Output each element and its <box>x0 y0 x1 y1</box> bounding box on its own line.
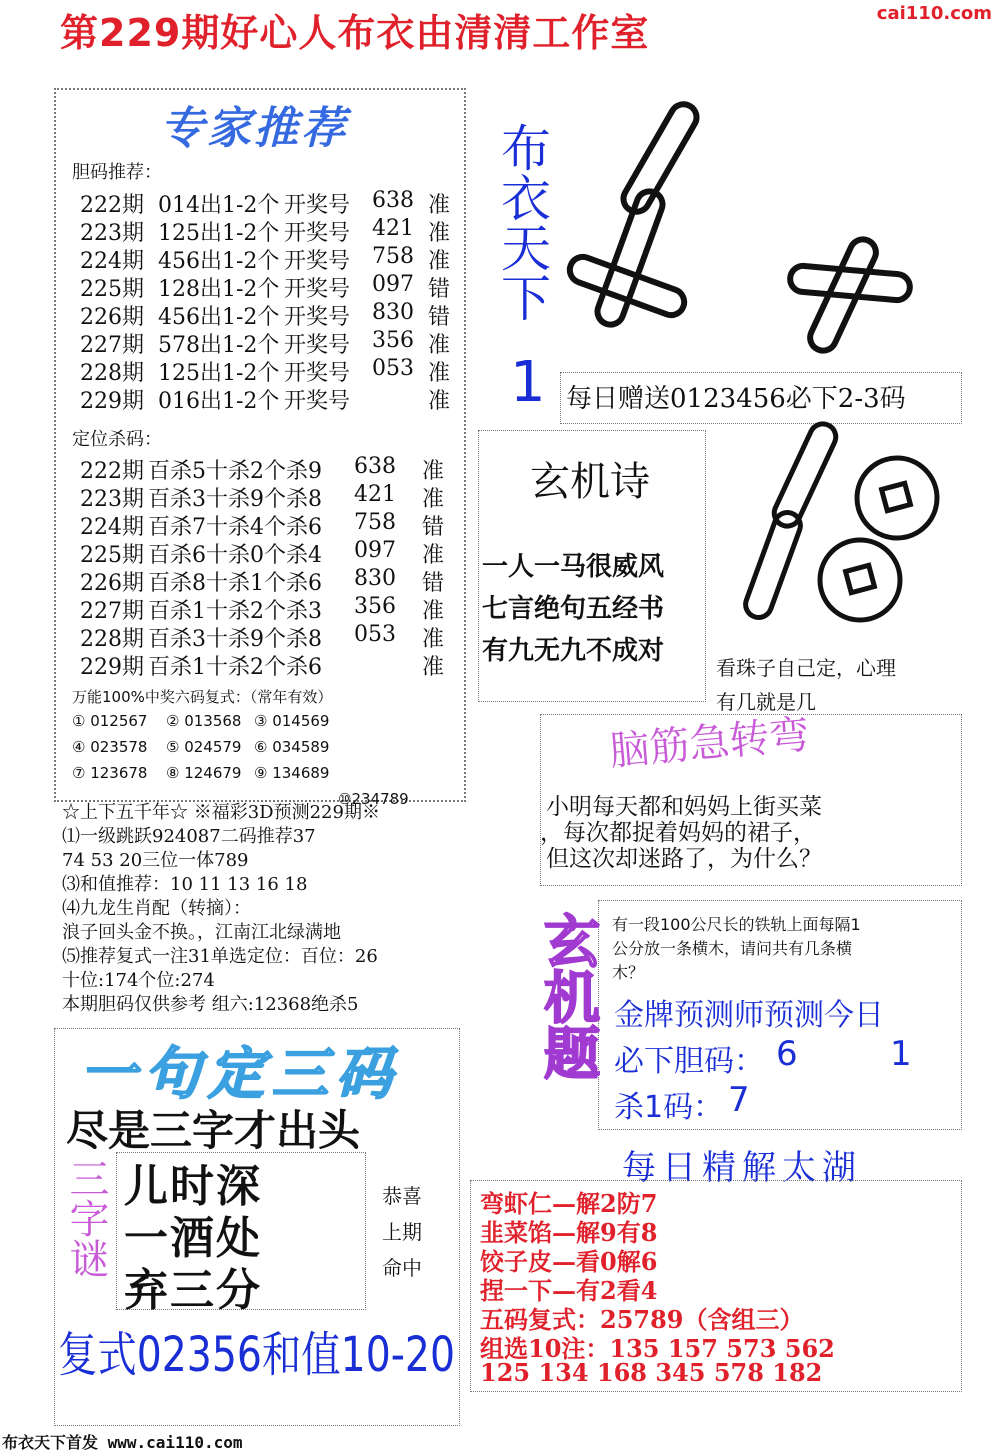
kill-draw-number: 758 <box>354 510 396 535</box>
kill-pick: 百杀7十杀4个杀6 <box>148 515 322 540</box>
riddle-word: 儿时深 <box>124 1161 262 1212</box>
dan-draw-label: 开奖号 <box>284 249 351 274</box>
dan-draw-number: 356 <box>372 328 414 353</box>
dan-draw-label: 开奖号 <box>284 221 351 246</box>
combo-item: ② 013568 <box>166 712 242 730</box>
poem-title: 玄机诗 <box>530 459 650 505</box>
history-line: 74 53 20三位一体789 <box>62 850 249 871</box>
kill-period: 228期 <box>80 627 144 652</box>
combo-item: ④ 023578 <box>72 738 148 756</box>
kill-result: 准 <box>422 599 445 624</box>
dan-pick: 578出1-2个 <box>158 333 280 358</box>
taihu-line: 捏一下—有2看4 <box>480 1276 658 1305</box>
question-line: 木？ <box>612 963 645 982</box>
history-line: ⑶和值推荐：10 11 13 16 18 <box>62 874 308 895</box>
dan-label-xuanji: 必下胆码： <box>614 1044 764 1079</box>
combo-item: ⑦ 123678 <box>72 764 148 782</box>
kill-result: 准 <box>422 655 445 680</box>
tally-drawing-2 <box>770 175 950 375</box>
combo-item: ⑥ 034589 <box>254 738 330 756</box>
dan-draw-number: 758 <box>372 244 414 269</box>
dan-pick: 456出1-2个 <box>158 305 280 330</box>
dan-pick: 128出1-2个 <box>158 277 280 302</box>
riddle-line: 但这次却迷路了，为什么？ <box>546 846 822 872</box>
poem-line: 有九无九不成对 <box>482 636 665 666</box>
riddle-title: 脑筋急转弯 <box>607 711 812 776</box>
kill-draw-number: 356 <box>354 594 396 619</box>
dan-pick: 125出1-2个 <box>158 221 280 246</box>
sentence-line: 尽是三字才出头 <box>66 1106 361 1155</box>
combo-label: 万能100%中奖六码复式：（常年有效） <box>72 688 333 706</box>
kill-pick: 百杀3十杀9个杀8 <box>148 627 322 652</box>
dan-draw-number: 638 <box>372 188 414 213</box>
dan-result: 准 <box>428 249 451 274</box>
kill-period: 229期 <box>80 655 144 680</box>
taihu-line: 组选10注：135 157 573 562 <box>480 1334 835 1363</box>
dan-value-b: 1 <box>890 1034 912 1074</box>
riddle-word: 一酒处 <box>124 1213 262 1264</box>
combo-item: ⑩234789 <box>338 790 409 808</box>
combo-item: ⑧ 124679 <box>166 764 242 782</box>
dan-label: 胆码推荐： <box>72 162 162 183</box>
history-line: ⑸推荐复式一注31单选定位：百位：26 <box>62 946 378 967</box>
kill-period: 224期 <box>80 515 144 540</box>
dan-pick: 016出1-2个 <box>158 389 280 414</box>
kill-result: 错 <box>422 571 445 596</box>
dan-draw-label: 开奖号 <box>284 361 351 386</box>
dan-draw-label: 开奖号 <box>284 305 351 330</box>
coins-drawing <box>712 420 952 640</box>
taihu-line: 饺子皮—看0解6 <box>480 1247 658 1276</box>
dan-draw-label: 开奖号 <box>284 389 351 414</box>
buyi-vertical: 布衣天下 <box>493 122 551 322</box>
dan-period: 225期 <box>80 277 144 302</box>
kill-pick: 百杀6十杀0个杀4 <box>148 543 322 568</box>
tally-stroke <box>789 265 911 301</box>
bead-note-1: 看珠子自己定，心理 <box>716 656 896 680</box>
combo-item: ⑨ 134689 <box>254 764 330 782</box>
coin <box>857 458 937 538</box>
kill-draw-number: 053 <box>354 622 396 647</box>
dan-period: 228期 <box>80 361 144 386</box>
history-line: 本期胆码仅供参考 组六:12368绝杀5 <box>62 994 359 1015</box>
kill-pick: 百杀8十杀1个杀6 <box>148 571 322 596</box>
dan-result: 准 <box>428 221 451 246</box>
gold-line: 金牌预测师预测今日 <box>614 998 884 1033</box>
dan-draw-number: 421 <box>372 216 414 241</box>
kill-label-xuanji: 杀1码： <box>614 1090 724 1125</box>
question-line: 有一段100公尺长的铁轨上面每隔1 <box>612 915 861 934</box>
dan-value-a: 6 <box>776 1034 798 1074</box>
kill-period: 225期 <box>80 543 144 568</box>
page-title: 第229期好心人布衣由清清工作室 <box>60 11 650 55</box>
kill-period: 222期 <box>80 459 144 484</box>
taihu-line: 弯虾仁—解2防7 <box>480 1189 658 1218</box>
footer-text: 布衣天下首发 www.cai110.com <box>2 1433 243 1452</box>
sentence-heading: 一句定三码 <box>80 1042 400 1107</box>
kill-period: 223期 <box>80 487 144 512</box>
poem-line: 一人一马很威风 <box>482 552 665 582</box>
congrats-line: 上期 <box>382 1220 422 1244</box>
taihu-line: 五码复式：25789（含组三） <box>480 1305 804 1334</box>
kill-result: 准 <box>422 627 445 652</box>
history-line: ⑴一级跳跃924087二码推荐37 <box>62 826 316 847</box>
history-line: ⑷九龙生肖配（转摘）： <box>62 898 251 919</box>
dan-draw-number: 097 <box>372 272 414 297</box>
coin-hole <box>882 483 911 510</box>
dan-draw-label: 开奖号 <box>284 277 351 302</box>
dan-result: 准 <box>428 333 451 358</box>
dan-period: 223期 <box>80 221 144 246</box>
kill-pick: 百杀1十杀2个杀3 <box>148 599 322 624</box>
riddle-line: 小明每天都和妈妈上街买菜 <box>546 794 822 820</box>
taihu-heading: 每日精解太湖 <box>622 1148 862 1188</box>
dan-pick: 125出1-2个 <box>158 361 280 386</box>
dan-period: 226期 <box>80 305 144 330</box>
congrats-line: 命中 <box>382 1256 422 1280</box>
taihu-line: 125 134 168 345 578 182 <box>480 1358 823 1387</box>
kill-period: 227期 <box>80 599 144 624</box>
dan-period: 229期 <box>80 389 144 414</box>
kill-pick: 百杀5十杀2个杀9 <box>148 459 322 484</box>
bead-note-2: 有几就是几 <box>716 690 816 714</box>
dan-period: 224期 <box>80 249 144 274</box>
combo-item: ① 012567 <box>72 712 148 730</box>
dan-draw-label: 开奖号 <box>284 193 351 218</box>
dan-draw-number: 053 <box>372 356 414 381</box>
kill-result: 准 <box>422 487 445 512</box>
fushi: 复式02356和值10-20 <box>58 1327 456 1383</box>
dan-draw-label: 开奖号 <box>284 333 351 358</box>
congrats-line: 恭喜 <box>382 1184 422 1208</box>
combo-item: ③ 014569 <box>254 712 330 730</box>
riddle-line: ，每次都捉着妈妈的裙子， <box>540 820 816 846</box>
buyi-number: 1 <box>510 350 546 415</box>
kill-pick: 百杀1十杀2个杀6 <box>148 655 322 680</box>
kill-result: 错 <box>422 515 445 540</box>
expert-heading: 专家推荐 <box>160 103 348 154</box>
coin <box>820 540 900 620</box>
combo-item: ⑤ 024579 <box>166 738 242 756</box>
riddle-word: 弃三分 <box>124 1265 262 1316</box>
daily-gift: 每日赠送0123456必下2-3码 <box>566 384 906 414</box>
kill-draw-number: 097 <box>354 538 396 563</box>
coin-hole <box>846 565 875 592</box>
kill-period: 226期 <box>80 571 144 596</box>
kill-result: 准 <box>422 543 445 568</box>
question-line: 公分放一条横木，请问共有几条横 <box>612 939 853 958</box>
poem-line: 七言绝句五经书 <box>482 594 665 624</box>
kill-draw-number: 638 <box>354 454 396 479</box>
three-riddle-label: 三字谜 <box>63 1158 109 1278</box>
history-line: ☆上下五千年☆ ※福彩3D预测229期※ <box>62 802 380 823</box>
xuanji-vertical: 玄机题 <box>535 912 600 1080</box>
taihu-line: 韭菜馅—解9有8 <box>480 1218 658 1247</box>
kill-value: 7 <box>728 1080 750 1120</box>
dan-pick: 456出1-2个 <box>158 249 280 274</box>
kill-pick: 百杀3十杀9个杀8 <box>148 487 322 512</box>
kill-draw-number: 421 <box>354 482 396 507</box>
dan-draw-number: 830 <box>372 300 414 325</box>
kill-draw-number: 830 <box>354 566 396 591</box>
dan-result: 错 <box>428 277 451 302</box>
tally-drawing <box>562 88 742 378</box>
dan-period: 227期 <box>80 333 144 358</box>
kill-label: 定位杀码： <box>72 429 162 450</box>
site-link[interactable]: cai110.com <box>876 3 992 24</box>
dan-pick: 014出1-2个 <box>158 193 280 218</box>
history-line: 十位:174个位:274 <box>62 970 215 991</box>
kill-result: 准 <box>422 459 445 484</box>
dan-result: 准 <box>428 389 451 414</box>
dan-result: 准 <box>428 361 451 386</box>
dan-result: 错 <box>428 305 451 330</box>
dan-result: 准 <box>428 193 451 218</box>
dan-period: 222期 <box>80 193 144 218</box>
history-line: 浪子回头金不换。，江南江北绿满地 <box>62 922 341 943</box>
